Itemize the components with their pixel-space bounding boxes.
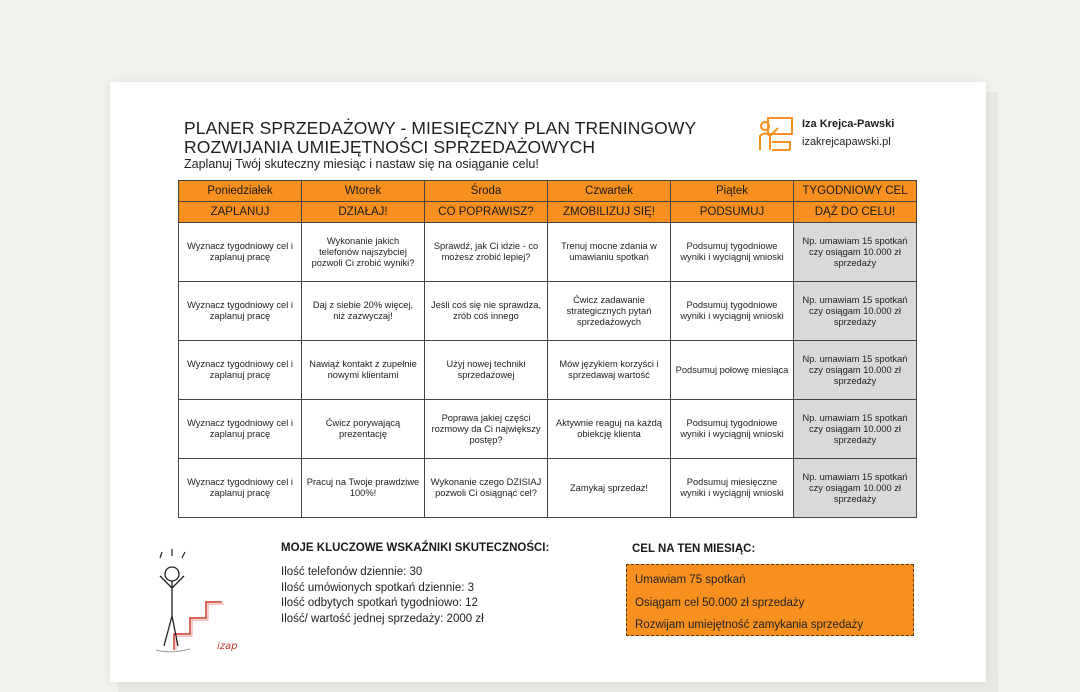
- table-cell: Nawiąż kontakt z zupełnie nowymi klientami: [302, 341, 425, 400]
- weekday-header-row: [179, 181, 917, 202]
- monthly-goal-box: [626, 564, 914, 636]
- weekly-goal-cell: Np. umawiam 15 spotkań czy osiągam 10.000 zł sprzedaży: [794, 400, 917, 459]
- table-cell: Trenuj mocne zdania w umawianiu spotkań: [548, 223, 671, 282]
- action-act: DZIAŁAJ!: [302, 202, 425, 223]
- table-cell: Wykonanie jakich telefonów najszybciej pozwoli Ci zrobić wyniki?: [302, 223, 425, 282]
- author-logo: [758, 112, 908, 156]
- table-cell: Podsumuj tygodniowe wyniki i wyciągnij wnioski: [671, 223, 794, 282]
- action-header-row: [179, 202, 917, 223]
- svg-text:izap: izap: [217, 641, 238, 652]
- action-improve: CO POPRAWISZ?: [425, 202, 548, 223]
- table-cell: Ćwicz zadawanie strategicznych pytań sprzedażowych: [548, 282, 671, 341]
- table-row: [179, 400, 917, 459]
- planner-table: [178, 180, 917, 518]
- header-wednesday: Środa: [425, 181, 548, 202]
- action-plan: ZAPLANUJ: [179, 202, 302, 223]
- table-cell: Wyznacz tygodniowy cel i zaplanuj pracę: [179, 341, 302, 400]
- table-cell: Wyznacz tygodniowy cel i zaplanuj pracę: [179, 223, 302, 282]
- kpi-list: [281, 565, 484, 627]
- action-pursue-goal: DĄŻ DO CELU!: [794, 202, 917, 223]
- table-cell: Mów językiem korzyści i sprzedawaj wartość: [548, 341, 671, 400]
- header-tuesday: Wtorek: [302, 181, 425, 202]
- table-cell: Pracuj na Twoje prawdziwe 100%!: [302, 459, 425, 518]
- table-cell: Ćwicz porywającą prezentację: [302, 400, 425, 459]
- table-cell: Wyznacz tygodniowy cel i zaplanuj pracę: [179, 282, 302, 341]
- table-cell: Wyznacz tygodniowy cel i zaplanuj pracę: [179, 459, 302, 518]
- table-row: [179, 223, 917, 282]
- table-row: [179, 341, 917, 400]
- action-summarize: PODSUMUJ: [671, 202, 794, 223]
- table-cell: Podsumuj tygodniowe wyniki i wyciągnij wnioski: [671, 400, 794, 459]
- weekly-goal-cell: Np. umawiam 15 spotkań czy osiągam 10.000 zł sprzedaży: [794, 341, 917, 400]
- table-cell: Jeśli coś się nie sprawdza, zrób coś innego: [425, 282, 548, 341]
- header-monday: Poniedziałek: [179, 181, 302, 202]
- table-row: [179, 459, 917, 518]
- table-cell: Poprawa jakiej części rozmowy da Ci największy postęp?: [425, 400, 548, 459]
- header-thursday: Czwartek: [548, 181, 671, 202]
- table-cell: Podsumuj miesięczne wyniki i wyciągnij wnioski: [671, 459, 794, 518]
- table-cell: Zamykaj sprzedaż!: [548, 459, 671, 518]
- table-cell: Podsumuj połowę miesiąca: [671, 341, 794, 400]
- table-cell: Daj z siebie 20% więcej, niż zazwyczaj!: [302, 282, 425, 341]
- logo-name: Iza Krejca-Pawski: [802, 118, 895, 130]
- header-friday: Piątek: [671, 181, 794, 202]
- logo-url[interactable]: izakrejcapawski.pl: [802, 136, 891, 148]
- weekly-goal-cell: Np. umawiam 15 spotkań czy osiągam 10.000 zł sprzedaży: [794, 459, 917, 518]
- kpi-item: Ilość/ wartość jednej sprzedaży: 2000 zł: [281, 612, 484, 625]
- table-cell: Sprawdź, jak Ci idzie - co możesz zrobić lepiej?: [425, 223, 548, 282]
- planner-document: [110, 82, 986, 682]
- table-cell: Wykonanie czego DZISIAJ pozwoli Ci osiągnąć cel?: [425, 459, 548, 518]
- table-cell: Podsumuj tygodniowe wyniki i wyciągnij wnioski: [671, 282, 794, 341]
- kpi-item: Ilość telefonów dziennie: 30: [281, 566, 423, 578]
- table-cell: Użyj nowej techniki sprzedażowej: [425, 341, 548, 400]
- document-subtitle: Zaplanuj Twój skuteczny miesiąc i nastaw się na osiąganie celu!: [184, 157, 539, 171]
- document-title-line2: ROZWIJANIA UMIEJĘTNOŚCI SPRZEDAŻOWYCH: [184, 137, 596, 157]
- table-row: [179, 282, 917, 341]
- monthly-goal-item: Umawiam 75 spotkań: [635, 574, 746, 586]
- table-cell: Aktywnie reaguj na każdą obiekcję klienta: [548, 400, 671, 459]
- signature-icon: [216, 638, 240, 652]
- weekly-goal-cell: Np. umawiam 15 spotkań czy osiągam 10.000 zł sprzedaży: [794, 282, 917, 341]
- presenter-board-icon: [758, 114, 794, 154]
- kpi-item: Ilość umówionych spotkań dziennie: 3: [281, 581, 475, 594]
- header-weekly-goal: TYGODNIOWY CEL: [794, 181, 917, 202]
- weekly-goal-cell: Np. umawiam 15 spotkań czy osiągam 10.000 zł sprzedaży: [794, 223, 917, 282]
- action-mobilize: ZMOBILIZUJ SIĘ!: [548, 202, 671, 223]
- monthly-goal-title: CEL NA TEN MIESIĄC:: [632, 543, 756, 555]
- kpi-title: MOJE KLUCZOWE WSKAŹNIKI SKUTECZNOŚCI:: [281, 542, 550, 554]
- kpi-item: Ilość odbytych spotkań tygodniowo: 12: [281, 597, 478, 609]
- monthly-goal-item: Rozwijam umiejętność zamykania sprzedaży: [635, 619, 864, 631]
- monthly-goal-item: Osiągam cel 50.000 zł sprzedaży: [635, 596, 805, 609]
- table-cell: Wyznacz tygodniowy cel i zaplanuj pracę: [179, 400, 302, 459]
- document-title-line1: PLANER SPRZEDAŻOWY - MIESIĘCZNY PLAN TRENINGOWY: [184, 118, 697, 138]
